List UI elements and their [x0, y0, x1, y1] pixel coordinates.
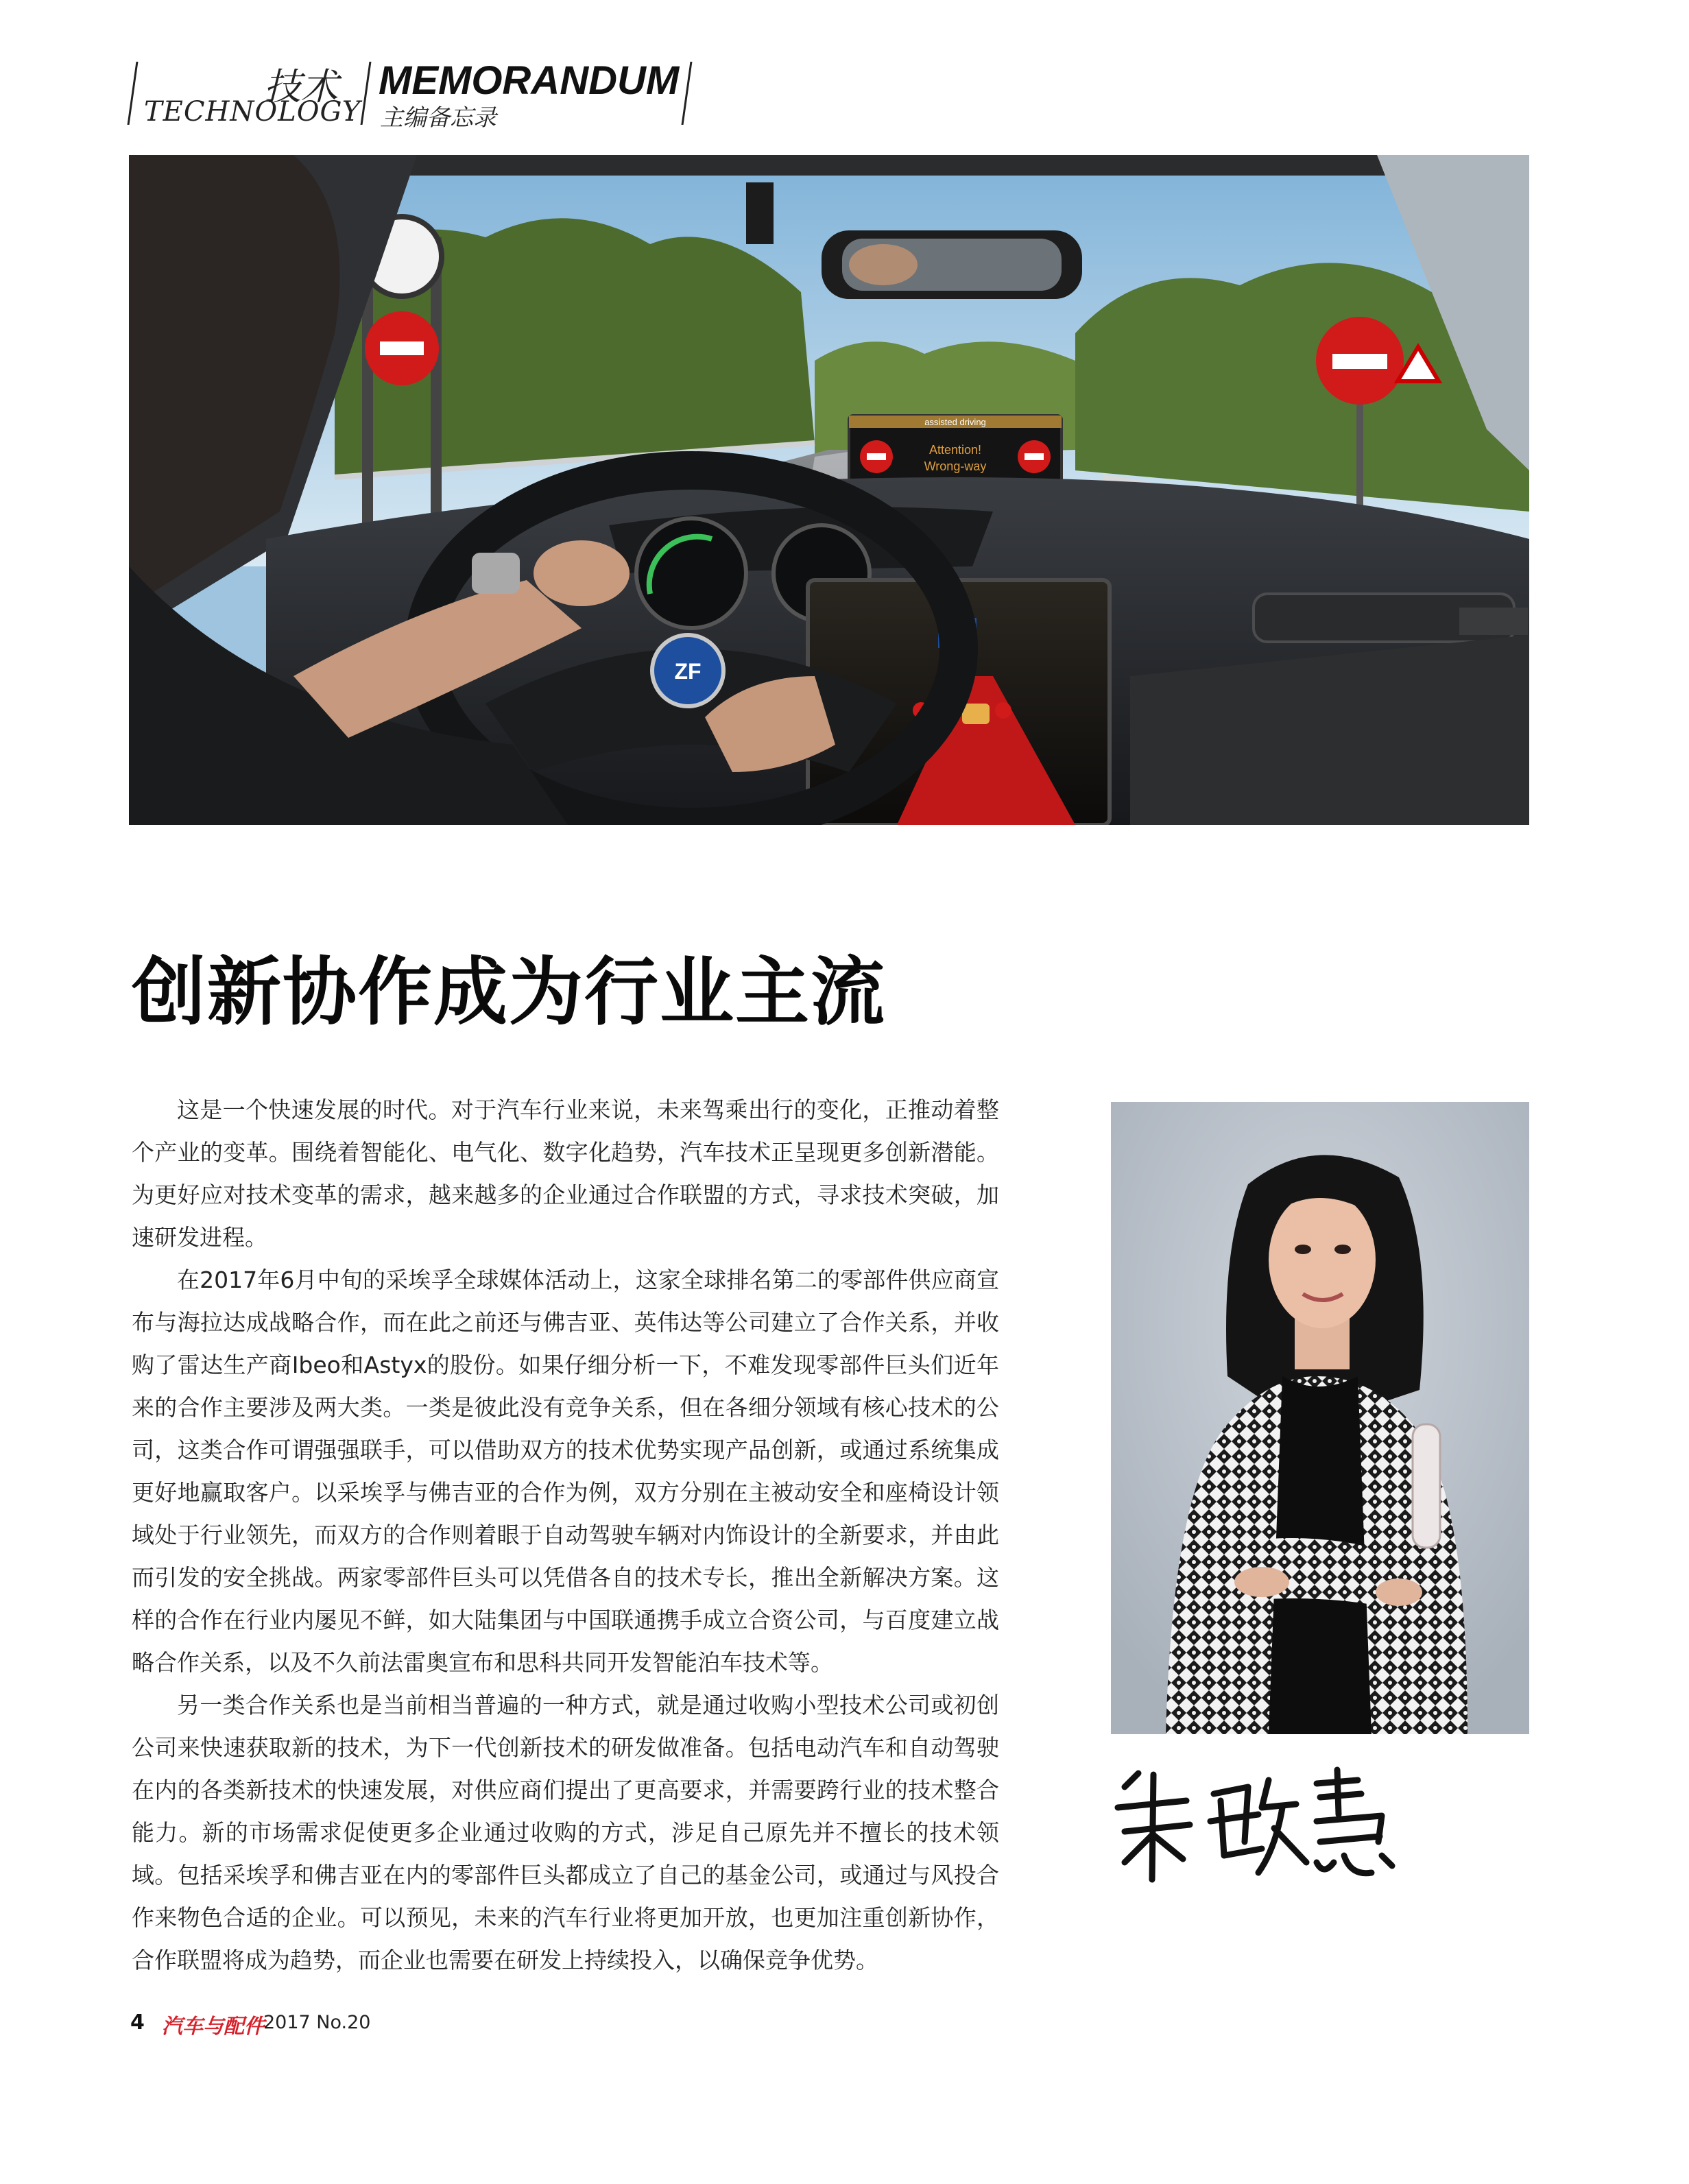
hero-photo [129, 155, 1529, 825]
display-line2: Wrong-way [924, 459, 987, 473]
author-signature [1111, 1760, 1399, 1890]
display-top-text: assisted driving [924, 417, 986, 427]
header-divider [361, 62, 372, 125]
article-body [132, 1089, 999, 1982]
screen-logo-text: ZF [947, 625, 968, 643]
column-title-en: MEMORANDUM [379, 58, 680, 103]
author-signature-icon [1111, 1760, 1399, 1890]
section-title-zh: 技术 [264, 65, 338, 108]
display-line1: Attention! [929, 443, 982, 457]
author-portrait [1111, 1102, 1529, 1734]
wheel-logo-text: ZF [674, 659, 702, 684]
column-title-zh: 主编备忘录 [380, 104, 496, 132]
section-title-en: TECHNOLOGY [144, 96, 361, 128]
article-paragraph: 另一类合作关系也是当前相当普遍的一种方式，就是通过收购小型技术公司或初创公司来快速获取新的技术，为下一代创新技术的研发做准备。包括电动汽车和自动驾驶在内的各类新技术的快速发展，对供应商们提出了更高要求，并需要跨行业的技术整合能力。新的市场需求促使更多企业通过收购的方式，涉足自己原先并不擅长的技术领域。包括采埃孚和佛吉亚在内的零部件巨头都成立了自己的基金公司，或通过与风投合作来物色合适的企业。可以预见，未来的汽车行业将更加开放，也更加注重创新协作，合作联盟将成为趋势，而企业也需要在研发上持续投入，以确保竞争优势。 [132, 1692, 999, 1973]
article-paragraph: 在2017年6月中旬的采埃孚全球媒体活动上，这家全球排名第二的零部件供应商宣布与海拉达成战略合作，而在此之前还与佛吉亚、英伟达等公司建立了合作关系，并收购了雷达生产商Ibeo和Astyx的股份。如果仔细分析一下，不难发现零部件巨头们近年来的合作主要涉及两大类。一类是彼此没有竞争关系，但在各细分领域有核心技术的公司，这类合作可谓强强联手，可以借助双方的技术优势实现产品创新，或通过系统集成更好地赢取客户。以采埃孚与佛吉亚的合作为例，双方分别在主被动安全和座椅设计领域处于行业领先，而双方的合作则着眼于自动驾驶车辆对内饰设计的全新要求，并由此而引发的安全挑战。两家零部件巨头可以凭借各自的技术专长，推出全新解决方案。这样的合作在行业内屡见不鲜，如大陆集团与中国联通携手成立合资公司，与百度建立战略合作关系，以及不久前法雷奥宣布和思科共同开发智能泊车技术等。 [132, 1267, 999, 1676]
header-divider [682, 62, 693, 125]
author-portrait-icon [1111, 1102, 1529, 1734]
issue-number: 2017 No.20 [263, 2012, 371, 2033]
page-number: 4 [130, 2011, 145, 2035]
article-title: 创新协作成为行业主流 [132, 950, 887, 1035]
article-paragraph: 这是一个快速发展的时代。对于汽车行业来说，未来驾乘出行的变化，正推动着整个产业的变革。围绕着智能化、电气化、数字化趋势，汽车技术正呈现更多创新潜能。为更好应对技术变革的需求，越来越多的企业通过合作联盟的方式，寻求技术突破，加速研发进程。 [132, 1096, 999, 1251]
header-divider [128, 62, 139, 125]
car-cockpit-photo-icon [129, 155, 1529, 825]
magazine-name: 汽车与配件 [162, 2015, 265, 2039]
column-header [123, 58, 699, 133]
